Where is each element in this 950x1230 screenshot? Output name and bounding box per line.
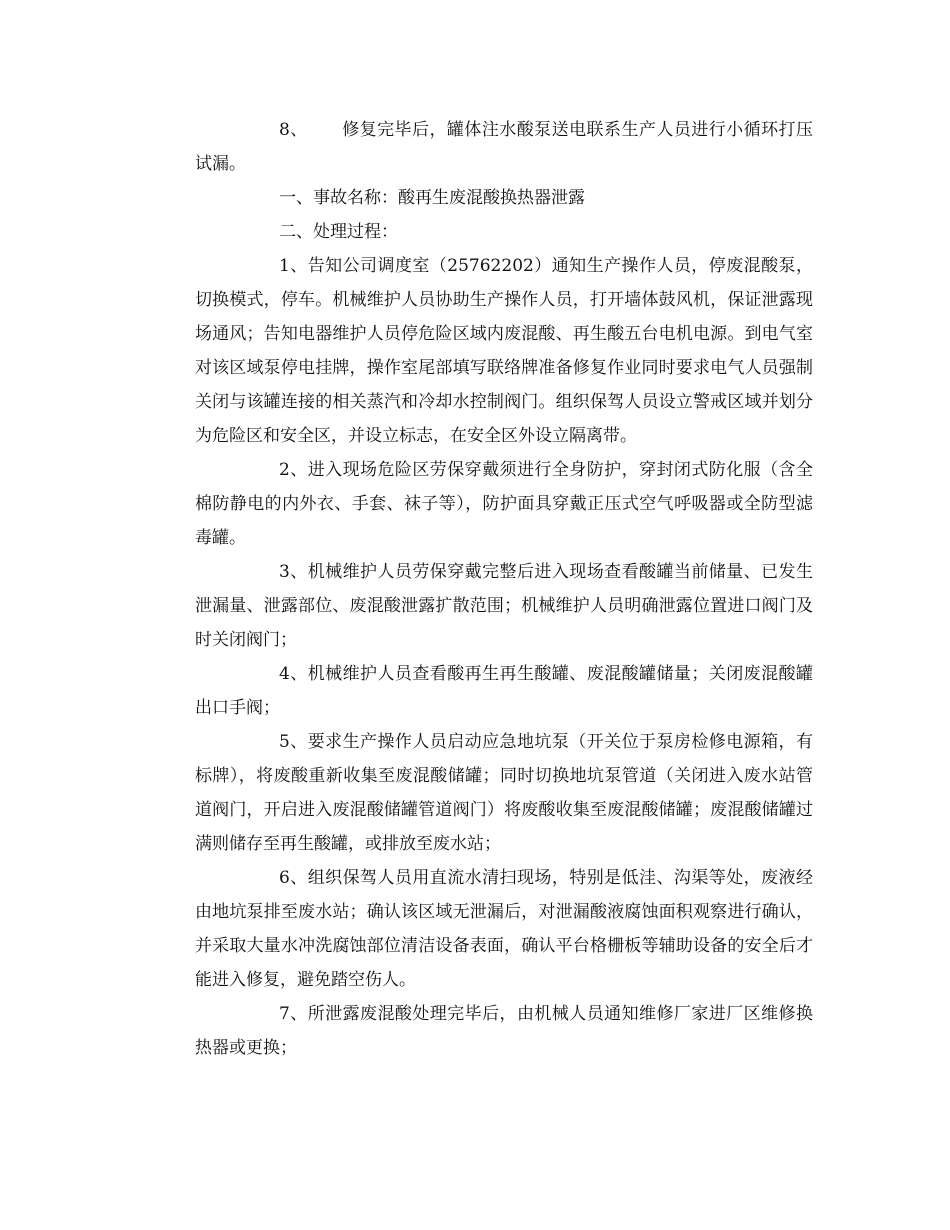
paragraph-step-2: 2、进入现场危险区劳保穿戴须进行全身防护，穿封闭式防化服（含全棉防静电的内外衣、手套、袜子等），防护面具穿戴正压式空气呼吸器或全防型滤毒罐。 <box>195 460 813 548</box>
paragraph-step-3: 3、机械维护人员劳保穿戴完整后进入现场查看酸罐当前储量、已发生泄漏量、泄露部位、废混酸泄露扩散范围；机械维护人员明确泄露位置进口阀门及时关闭阀门； <box>195 562 813 650</box>
paragraph-step-7: 7、所泄露废混酸处理完毕后，由机械人员通知维修厂家进厂区维修换热器或更换； <box>195 1004 813 1058</box>
item-number: 8、 <box>279 120 308 140</box>
heading-accident-name: 一、事故名称：酸再生废混酸换热器泄露 <box>279 188 585 208</box>
paragraph-text: 修复完毕后，罐体注水酸泵送电联系生产人员进行小循环打压试漏。 <box>195 120 813 174</box>
heading-process: 二、处理过程： <box>279 222 398 242</box>
paragraph-step-6: 6、组织保驾人员用直流水清扫现场，特别是低洼、沟渠等处，废液经由地坑泵排至废水站；确认该区域无泄漏后，对泄漏酸液腐蚀面积观察进行确认，并采取大量水冲洗腐蚀部位清洁设备表面，确认平台格栅板等辅助设备的安全后才能进入修复，避免踏空伤人。 <box>195 868 813 990</box>
paragraph-step-4: 4、机械维护人员查看酸再生再生酸罐、废混酸罐储量；关闭废混酸罐出口手阀； <box>195 664 813 718</box>
paragraph-step-5: 5、要求生产操作人员启动应急地坑泵（开关位于泵房检修电源箱，有标牌），将废酸重新收集至废混酸储罐；同时切换地坑泵管道（关闭进入废水站管道阀门，开启进入废混酸储罐管道阀门）将废酸收集至废混酸储罐；废混酸储罐过满则储存至再生酸罐，或排放至废水站； <box>195 732 813 854</box>
paragraph-8 <box>195 113 813 181</box>
document-body <box>195 113 813 1065</box>
paragraph-step-1: 1、告知公司调度室（25762202）通知生产操作人员，停废混酸泵，切换模式，停车。机械维护人员协助生产操作人员，打开墙体鼓风机，保证泄露现场通风；告知电器维护人员停危险区域内废混酸、再生酸五台电机电源。到电气室对该区域泵停电挂牌，操作室尾部填写联络牌准备修复作业同时要求电气人员强制关闭与该罐连接的相关蒸汽和冷却水控制阀门。组织保驾人员设立警戒区域并划分为危险区和安全区，并设立标志，在安全区外设立隔离带。 <box>195 256 813 446</box>
